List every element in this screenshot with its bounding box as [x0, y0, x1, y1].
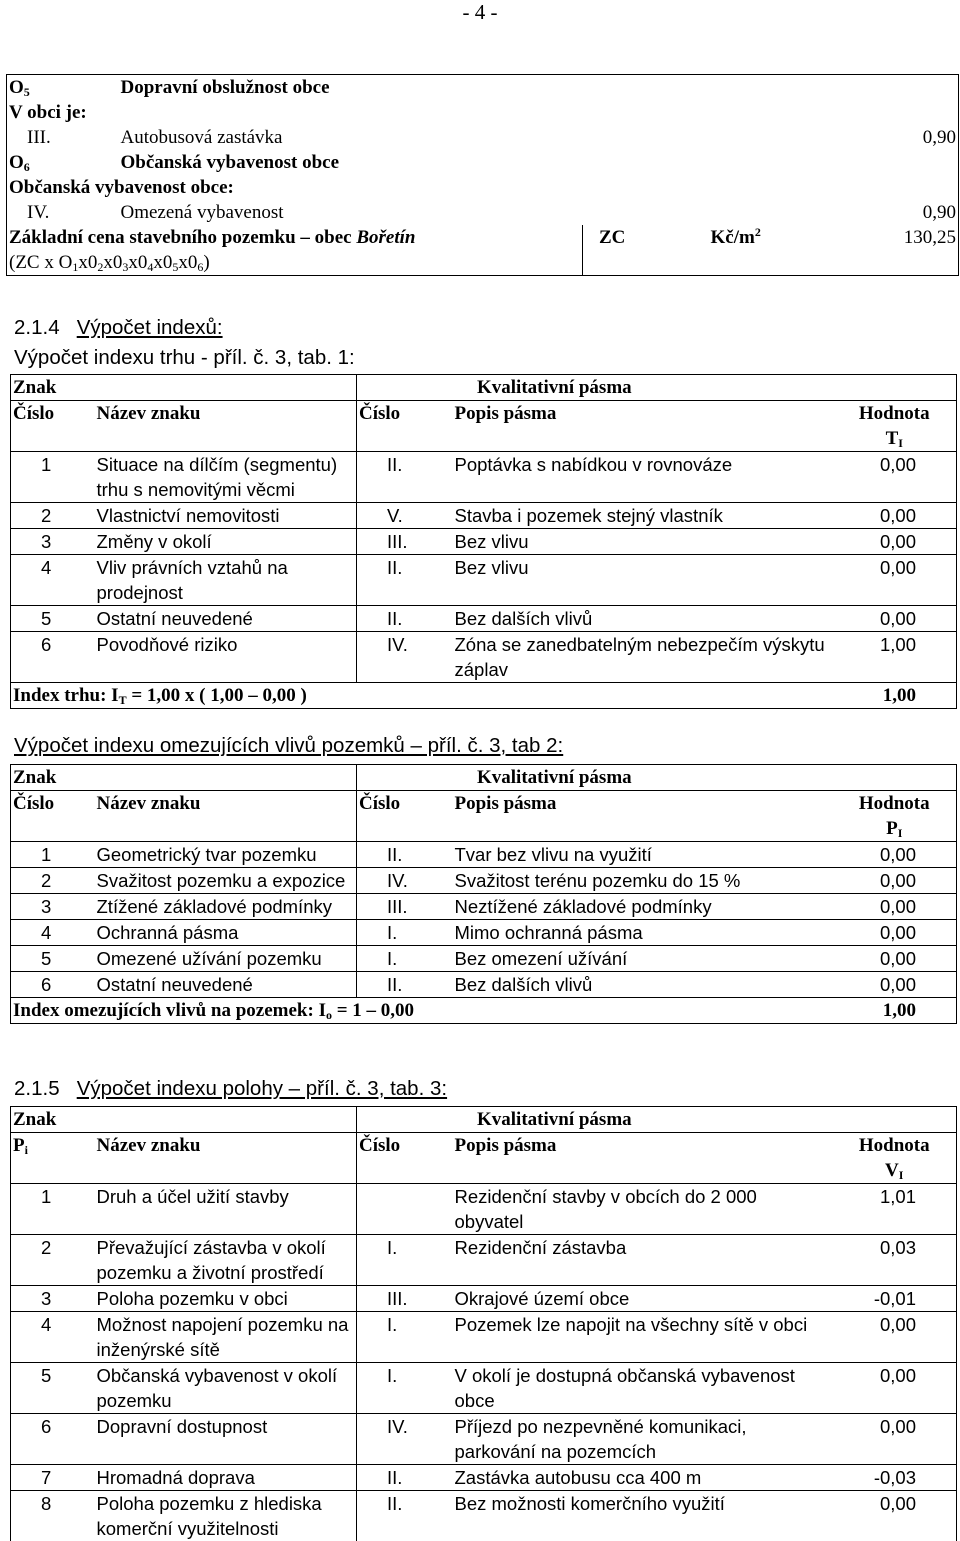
restrictive-index-table [10, 764, 957, 1024]
t3-kvalitativni: Kvalitativní pásma [357, 1107, 957, 1133]
t1-col-hodnota: Hodnota $T_I$ [833, 401, 957, 452]
t2-r2-val: 0,00 [833, 868, 957, 894]
t1-total-label: Index trhu: $I_T = 1,00$ x ( 1,00 – 0,00 ) [11, 683, 833, 709]
t2-r4-name: Ochranná pásma [91, 920, 357, 946]
t1-r2-n: 2 [11, 503, 91, 529]
t2-r4-n: 4 [11, 920, 91, 946]
t3-r4-desc: Pozemek lze napojit na všechny sítě v obci [453, 1312, 833, 1363]
t2-r4-desc: Mimo ochranná pásma [453, 920, 833, 946]
t1-r1-n: 1 [11, 452, 91, 503]
t2-col-cislo2: Číslo [357, 791, 453, 842]
t1-r6-desc: Zóna se zanedbatelným nebezpečím výskytu záplav [453, 632, 833, 683]
t1-col-cislo: Číslo [11, 401, 91, 452]
o5-code: $O_5$ [7, 75, 119, 101]
t2-kvalitativni: Kvalitativní pásma [357, 765, 957, 791]
page-number: - 4 - [0, 0, 960, 24]
t3-r3-desc: Okrajové území obce [453, 1286, 833, 1312]
t3-col-p: $P_i$ [11, 1133, 91, 1184]
t2-r6-name: Ostatní neuvedené [91, 972, 357, 998]
t1-r5-desc: Bez dalších vlivů [453, 606, 833, 632]
t3-r5-name: Občanská vybavenost v okolí pozemku [91, 1363, 357, 1414]
t3-r3-val: -0,01 [833, 1286, 957, 1312]
location-index-table [10, 1106, 957, 1541]
t1-r5-name: Ostatní neuvedené [91, 606, 357, 632]
t3-r8-val: 0,00 [833, 1491, 957, 1541]
t1-r3-desc: Bez vlivu [453, 529, 833, 555]
t3-r8-roman: II. [357, 1491, 453, 1541]
t3-r7-name: Hromadná doprava [91, 1465, 357, 1491]
t3-r1-n: 1 [11, 1184, 91, 1235]
t1-r4-val: 0,00 [833, 555, 957, 606]
t3-col-cislo2: Číslo [357, 1133, 453, 1184]
t2-r2-n: 2 [11, 868, 91, 894]
zc-unit: $Kč/m^2$ [707, 225, 827, 250]
t3-r4-val: 0,00 [833, 1312, 957, 1363]
t3-r8-n: 8 [11, 1491, 91, 1541]
t2-r6-desc: Bez dalších vlivů [453, 972, 833, 998]
t2-r2-desc: Svažitost terénu pozemku do 15 % [453, 868, 833, 894]
t1-r6-val: 1,00 [833, 632, 957, 683]
t3-r2-desc: Rezidenční zástavba [453, 1235, 833, 1286]
t1-r1-desc: Poptávka s nabídkou v rovnováze [453, 452, 833, 503]
t2-r5-name: Omezené užívání pozemku [91, 946, 357, 972]
t1-r6-n: 6 [11, 632, 91, 683]
vybavenost-text: Omezená vybavenost [119, 200, 827, 225]
t2-r5-val: 0,00 [833, 946, 957, 972]
t3-r7-n: 7 [11, 1465, 91, 1491]
t2-r3-roman: III. [357, 894, 453, 920]
t1-r5-roman: II. [357, 606, 453, 632]
t2-r3-desc: Neztížené základové podmínky [453, 894, 833, 920]
t2-total-label: Index omezujících vlivů na pozemek: $I_o = 1 - 0,00$ [11, 998, 833, 1024]
t1-r6-name: Povodňové riziko [91, 632, 357, 683]
o6-label: Občanská vybavenost obce [119, 150, 959, 175]
t3-r3-n: 3 [11, 1286, 91, 1312]
zc-label: Základní cena stavebního pozemku – obec Bořetín [7, 225, 583, 250]
t1-r4-n: 4 [11, 555, 91, 606]
t3-r8-name: Poloha pozemku z hlediska komerční využitelnosti [91, 1491, 357, 1541]
t1-r5-n: 5 [11, 606, 91, 632]
t2-r5-desc: Bez omezení užívání [453, 946, 833, 972]
section-215-heading: 2.1.5 Výpočet indexu polohy – příl. č. 3, tab. 3: [14, 1076, 447, 1102]
t1-r3-roman: III. [357, 529, 453, 555]
t2-r3-name: Ztížené základové podmínky [91, 894, 357, 920]
t1-r4-roman: II. [357, 555, 453, 606]
t2-r5-roman: I. [357, 946, 453, 972]
t1-col-popis: Popis pásma [453, 401, 833, 452]
t2-r6-val: 0,00 [833, 972, 957, 998]
t2-r6-roman: II. [357, 972, 453, 998]
t3-r6-roman: IV. [357, 1414, 453, 1465]
t2-r3-val: 0,00 [833, 894, 957, 920]
t3-r4-roman: I. [357, 1312, 453, 1363]
section-214-heading: 2.1.4 Výpočet indexů: [14, 315, 223, 341]
roman-iv: IV. [7, 200, 119, 225]
t2-r1-desc: Tvar bez vlivu na využití [453, 842, 833, 868]
t1-r3-name: Změny v okolí [91, 529, 357, 555]
t1-r4-desc: Bez vlivu [453, 555, 833, 606]
t1-r1-val: 0,00 [833, 452, 957, 503]
t1-r1-name: Situace na dílčím (segmentu) trhu s nemovitými věcmi [91, 452, 357, 503]
t1-r2-desc: Stavba i pozemek stejný vlastník [453, 503, 833, 529]
t3-r5-val: 0,00 [833, 1363, 957, 1414]
t3-r7-desc: Zastávka autobusu cca 400 m [453, 1465, 833, 1491]
t3-r3-roman: III. [357, 1286, 453, 1312]
t2-r5-n: 5 [11, 946, 91, 972]
autobus-value: 0,90 [827, 125, 959, 150]
t2-total-value: 1,00 [833, 998, 957, 1024]
t3-r1-name: Druh a účel užití stavby [91, 1184, 357, 1235]
t1-r2-val: 0,00 [833, 503, 957, 529]
t3-col-hodnota: Hodnota $V_I$ [833, 1133, 957, 1184]
o5-label: Dopravní obslužnost obce [119, 75, 959, 101]
t1-col-nazev: Název znaku [91, 401, 357, 452]
t3-r3-name: Poloha pozemku v obci [91, 1286, 357, 1312]
t3-r2-name: Převažující zástavba v okolí pozemku a životní prostředí [91, 1235, 357, 1286]
t2-col-hodnota: Hodnota $P_I$ [833, 791, 957, 842]
t2-r4-val: 0,00 [833, 920, 957, 946]
t3-col-popis: Popis pásma [453, 1133, 833, 1184]
t3-r6-n: 6 [11, 1414, 91, 1465]
t2-r2-name: Svažitost pozemku a expozice [91, 868, 357, 894]
t2-r1-name: Geometrický tvar pozemku [91, 842, 357, 868]
t3-r1-roman [357, 1184, 453, 1235]
t2-col-popis: Popis pásma [453, 791, 833, 842]
t3-col-nazev: Název znaku [91, 1133, 357, 1184]
coefficient-table [6, 74, 959, 276]
t2-r3-n: 3 [11, 894, 91, 920]
t3-r5-n: 5 [11, 1363, 91, 1414]
market-index-table [10, 374, 957, 709]
o6-code: $O_6$ [7, 150, 119, 175]
t3-znak: Znak [11, 1107, 357, 1133]
t1-kvalitativni: Kvalitativní pásma [357, 375, 957, 401]
section-2-heading: Výpočet indexu omezujících vlivů pozemků – příl. č. 3, tab 2: [14, 733, 563, 759]
t1-r3-val: 0,00 [833, 529, 957, 555]
t3-r2-n: 2 [11, 1235, 91, 1286]
t1-r6-roman: IV. [357, 632, 453, 683]
t3-r8-desc: Bez možnosti komerčního využití [453, 1491, 833, 1541]
section-214-subtitle: Výpočet indexu trhu - příl. č. 3, tab. 1: [14, 345, 355, 371]
t1-r5-val: 0,00 [833, 606, 957, 632]
zc-abbr: ZC [583, 225, 707, 250]
t2-r1-roman: II. [357, 842, 453, 868]
t1-znak: Znak [11, 375, 357, 401]
t2-col-nazev: Název znaku [91, 791, 357, 842]
t3-r7-val: -0,03 [833, 1465, 957, 1491]
t1-r2-roman: V. [357, 503, 453, 529]
t3-r6-val: 0,00 [833, 1414, 957, 1465]
obcanska-label: Občanská vybavenost obce: [7, 175, 959, 200]
t3-r4-n: 4 [11, 1312, 91, 1363]
t1-col-cislo2: Číslo [357, 401, 453, 452]
t2-r2-roman: IV. [357, 868, 453, 894]
t3-r1-desc: Rezidenční stavby v obcích do 2 000 obyvatel [453, 1184, 833, 1235]
t3-r5-roman: I. [357, 1363, 453, 1414]
vybavenost-value: 0,90 [827, 200, 959, 225]
zc-value: 130,25 [827, 225, 959, 250]
zc-formula: (ZC x $O_1x0_2x0_3x0_4x0_5x0_6$) [7, 250, 583, 276]
t3-r6-name: Dopravní dostupnost [91, 1414, 357, 1465]
t1-total-value: 1,00 [833, 683, 957, 709]
v-obci-label: V obci je: [7, 100, 959, 125]
t1-r4-name: Vliv právních vztahů na prodejnost [91, 555, 357, 606]
t1-r1-roman: II. [357, 452, 453, 503]
t1-r3-n: 3 [11, 529, 91, 555]
t3-r5-desc: V okolí je dostupná občanská vybavenost obce [453, 1363, 833, 1414]
t2-r1-val: 0,00 [833, 842, 957, 868]
t3-r1-val: 1,01 [833, 1184, 957, 1235]
t2-r4-roman: I. [357, 920, 453, 946]
t2-r6-n: 6 [11, 972, 91, 998]
t3-r4-name: Možnost napojení pozemku na inženýrské sítě [91, 1312, 357, 1363]
t2-col-cislo: Číslo [11, 791, 91, 842]
t2-znak: Znak [11, 765, 357, 791]
t1-r2-name: Vlastnictví nemovitosti [91, 503, 357, 529]
roman-iii: III. [7, 125, 119, 150]
t3-r2-val: 0,03 [833, 1235, 957, 1286]
t3-r7-roman: II. [357, 1465, 453, 1491]
t3-r2-roman: I. [357, 1235, 453, 1286]
autobus-text: Autobusová zastávka [119, 125, 827, 150]
t3-r6-desc: Příjezd po nezpevněné komunikaci, parkování na pozemcích [453, 1414, 833, 1465]
t2-r1-n: 1 [11, 842, 91, 868]
